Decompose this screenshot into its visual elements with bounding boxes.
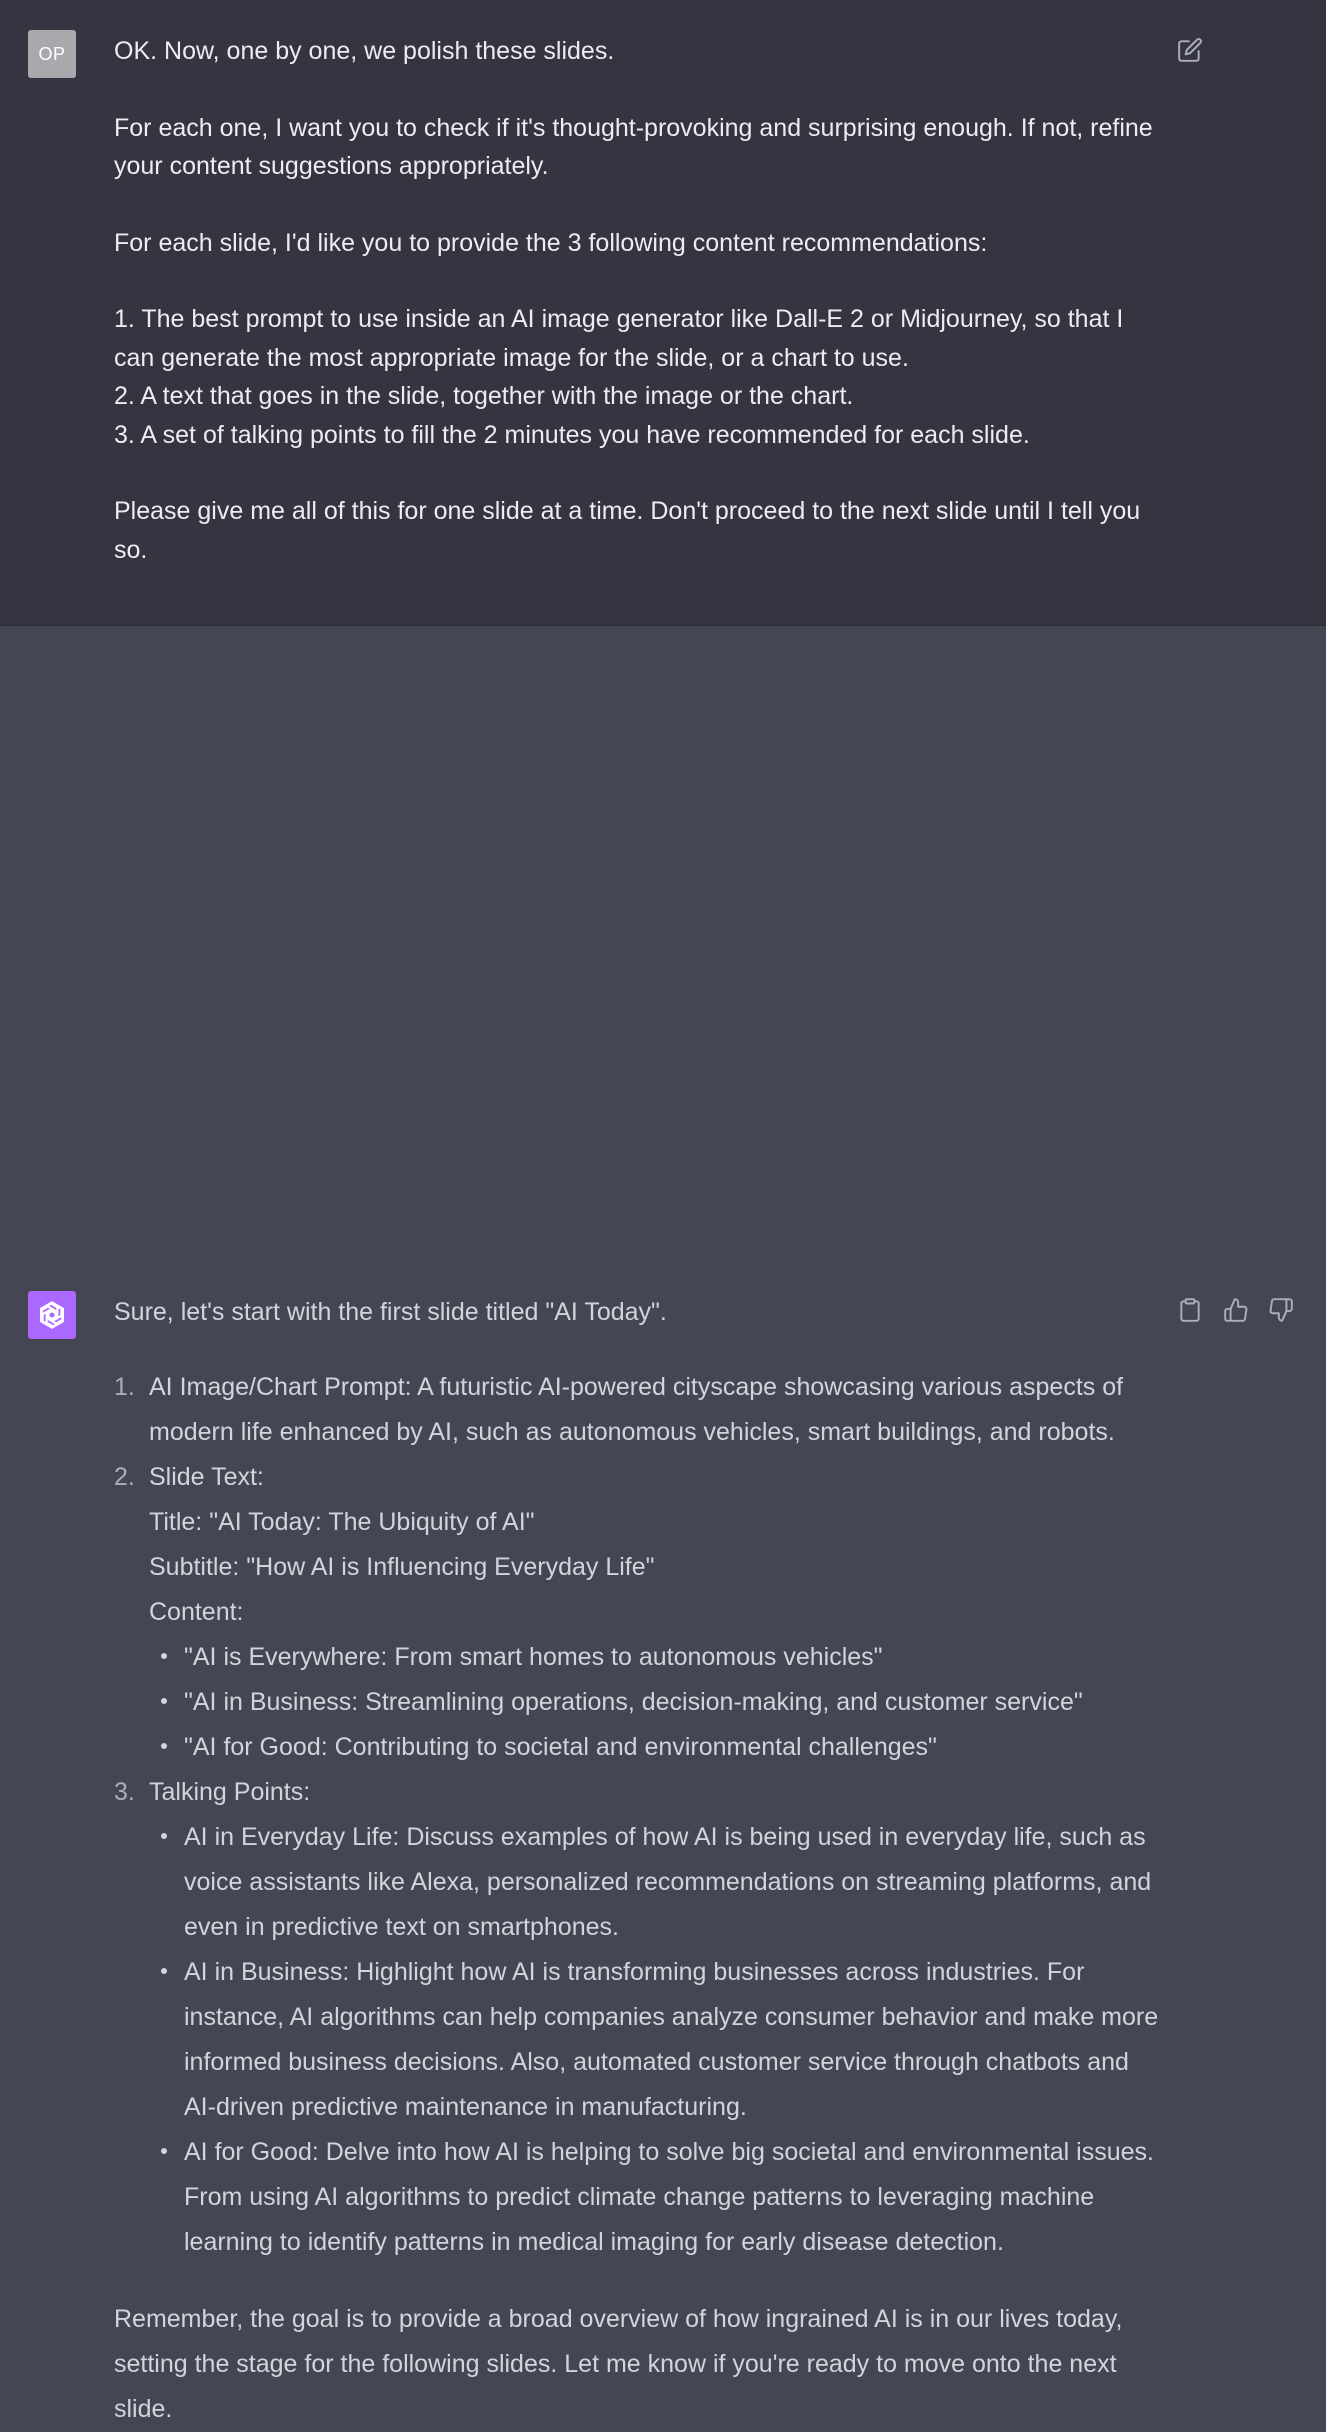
assistant-intro: Sure, let's start with the first slide titled "AI Today".	[114, 1298, 667, 1326]
recommendation-list	[114, 1365, 1164, 2265]
bullet-dot	[161, 1653, 167, 1659]
bullet-item	[149, 2130, 1164, 2265]
list-item	[114, 1365, 1164, 1455]
user-paragraph: For each slide, I'd like you to provide the 3 following content recommendations:	[114, 228, 988, 257]
assistant-avatar	[28, 1291, 76, 1339]
bullet-dot	[161, 1968, 167, 1974]
user-paragraph: Please give me all of this for one slide at a time. Don't proceed to the next slide until I tell you so.	[114, 497, 1141, 564]
edit-message-button[interactable]	[1175, 35, 1205, 65]
bullet-dot	[161, 1833, 167, 1839]
thumbs-down-button[interactable]	[1266, 1295, 1296, 1325]
list-number: 2.	[114, 1463, 135, 1491]
copy-button[interactable]	[1175, 1295, 1205, 1325]
list-number: 1.	[114, 1373, 135, 1401]
slide-content-bullets	[149, 1635, 1164, 1770]
bullet-text: "AI is Everywhere: From smart homes to autonomous vehicles"	[184, 1643, 883, 1671]
talking-points-heading: Talking Points:	[149, 1778, 311, 1806]
user-avatar-initials: OP	[38, 43, 66, 64]
bullet-item	[149, 1815, 1164, 1950]
thumbs-up-button[interactable]	[1221, 1295, 1251, 1325]
bullet-text: AI in Everyday Life: Discuss examples of how AI is being used in everyday life, such as voice assistants like Alexa, personalized recommendations on streaming platforms, and even in predictive text on smartphones.	[184, 1823, 1152, 1941]
image-prompt-text: AI Image/Chart Prompt: A futuristic AI-powered cityscape showcasing various aspects of modern life enhanced by AI, such as autonomous vehicles, smart buildings, and robots.	[149, 1373, 1124, 1446]
list-number: 3.	[114, 1778, 135, 1806]
slide-subtitle-line: Subtitle: "How AI is Influencing Everyday Life"	[149, 1553, 655, 1581]
user-message-text	[114, 32, 1160, 569]
edit-icon	[1177, 37, 1203, 63]
bullet-item	[149, 1950, 1164, 2130]
bullet-text: "AI in Business: Streamlining operations, decision-making, and customer service"	[184, 1688, 1083, 1716]
user-message	[0, 0, 1326, 626]
list-item	[114, 1455, 1164, 1770]
bullet-item	[149, 1725, 1164, 1770]
bullet-dot	[161, 1698, 167, 1704]
bullet-item	[149, 1635, 1164, 1680]
slide-title-line: Title: "AI Today: The Ubiquity of AI"	[149, 1508, 535, 1536]
user-avatar	[28, 30, 76, 78]
assistant-message-text	[114, 1293, 1164, 2432]
list-item	[114, 1770, 1164, 2265]
user-recommendation-list	[114, 300, 1160, 454]
assistant-message	[0, 626, 1326, 2423]
user-paragraph: For each one, I want you to check if it's thought-provoking and surprising enough. If not, refine your content suggestions appropriately.	[114, 113, 1153, 180]
slide-content-label: Content:	[149, 1598, 244, 1626]
user-recommendation: 2. A text that goes in the slide, together with the image or the chart.	[114, 382, 854, 410]
bullet-text: "AI for Good: Contributing to societal and environmental challenges"	[184, 1733, 937, 1761]
copy-icon	[1177, 1297, 1203, 1323]
thumbs-down-icon	[1268, 1297, 1294, 1323]
user-paragraph: OK. Now, one by one, we polish these slides.	[114, 37, 615, 65]
thumbs-up-icon	[1223, 1297, 1249, 1323]
talking-points-bullets	[149, 1815, 1164, 2265]
slide-text-heading: Slide Text:	[149, 1463, 264, 1491]
user-recommendation: 1. The best prompt to use inside an AI image generator like Dall-E 2 or Midjourney, so that I can generate the most appropriate image for the slide, or a chart to use.	[114, 305, 1124, 372]
bullet-text: AI in Business: Highlight how AI is transforming businesses across industries. For instance, AI algorithms can help companies analyze consumer behavior and make more informed business decisions. Also, automated customer service through chatbots and AI-driven predictive maintenance in manufacturing.	[184, 1958, 1159, 2121]
bullet-text: AI for Good: Delve into how AI is helping to solve big societal and environmental issues. From using AI algorithms to predict climate change patterns to leveraging machine learning to identify patterns in medical imaging for early disease detection.	[184, 2138, 1154, 2256]
user-recommendation: 3. A set of talking points to fill the 2 minutes you have recommended for each slide.	[114, 420, 1030, 449]
openai-logo-icon	[35, 1298, 69, 1332]
bullet-item	[149, 1680, 1164, 1725]
bullet-dot	[161, 2148, 167, 2154]
bullet-dot	[161, 1743, 167, 1749]
assistant-outro: Remember, the goal is to provide a broad overview of how ingrained AI is in our lives today, setting the stage for the following slides. Let me know if you're ready to move onto the next slide.	[114, 2305, 1123, 2423]
